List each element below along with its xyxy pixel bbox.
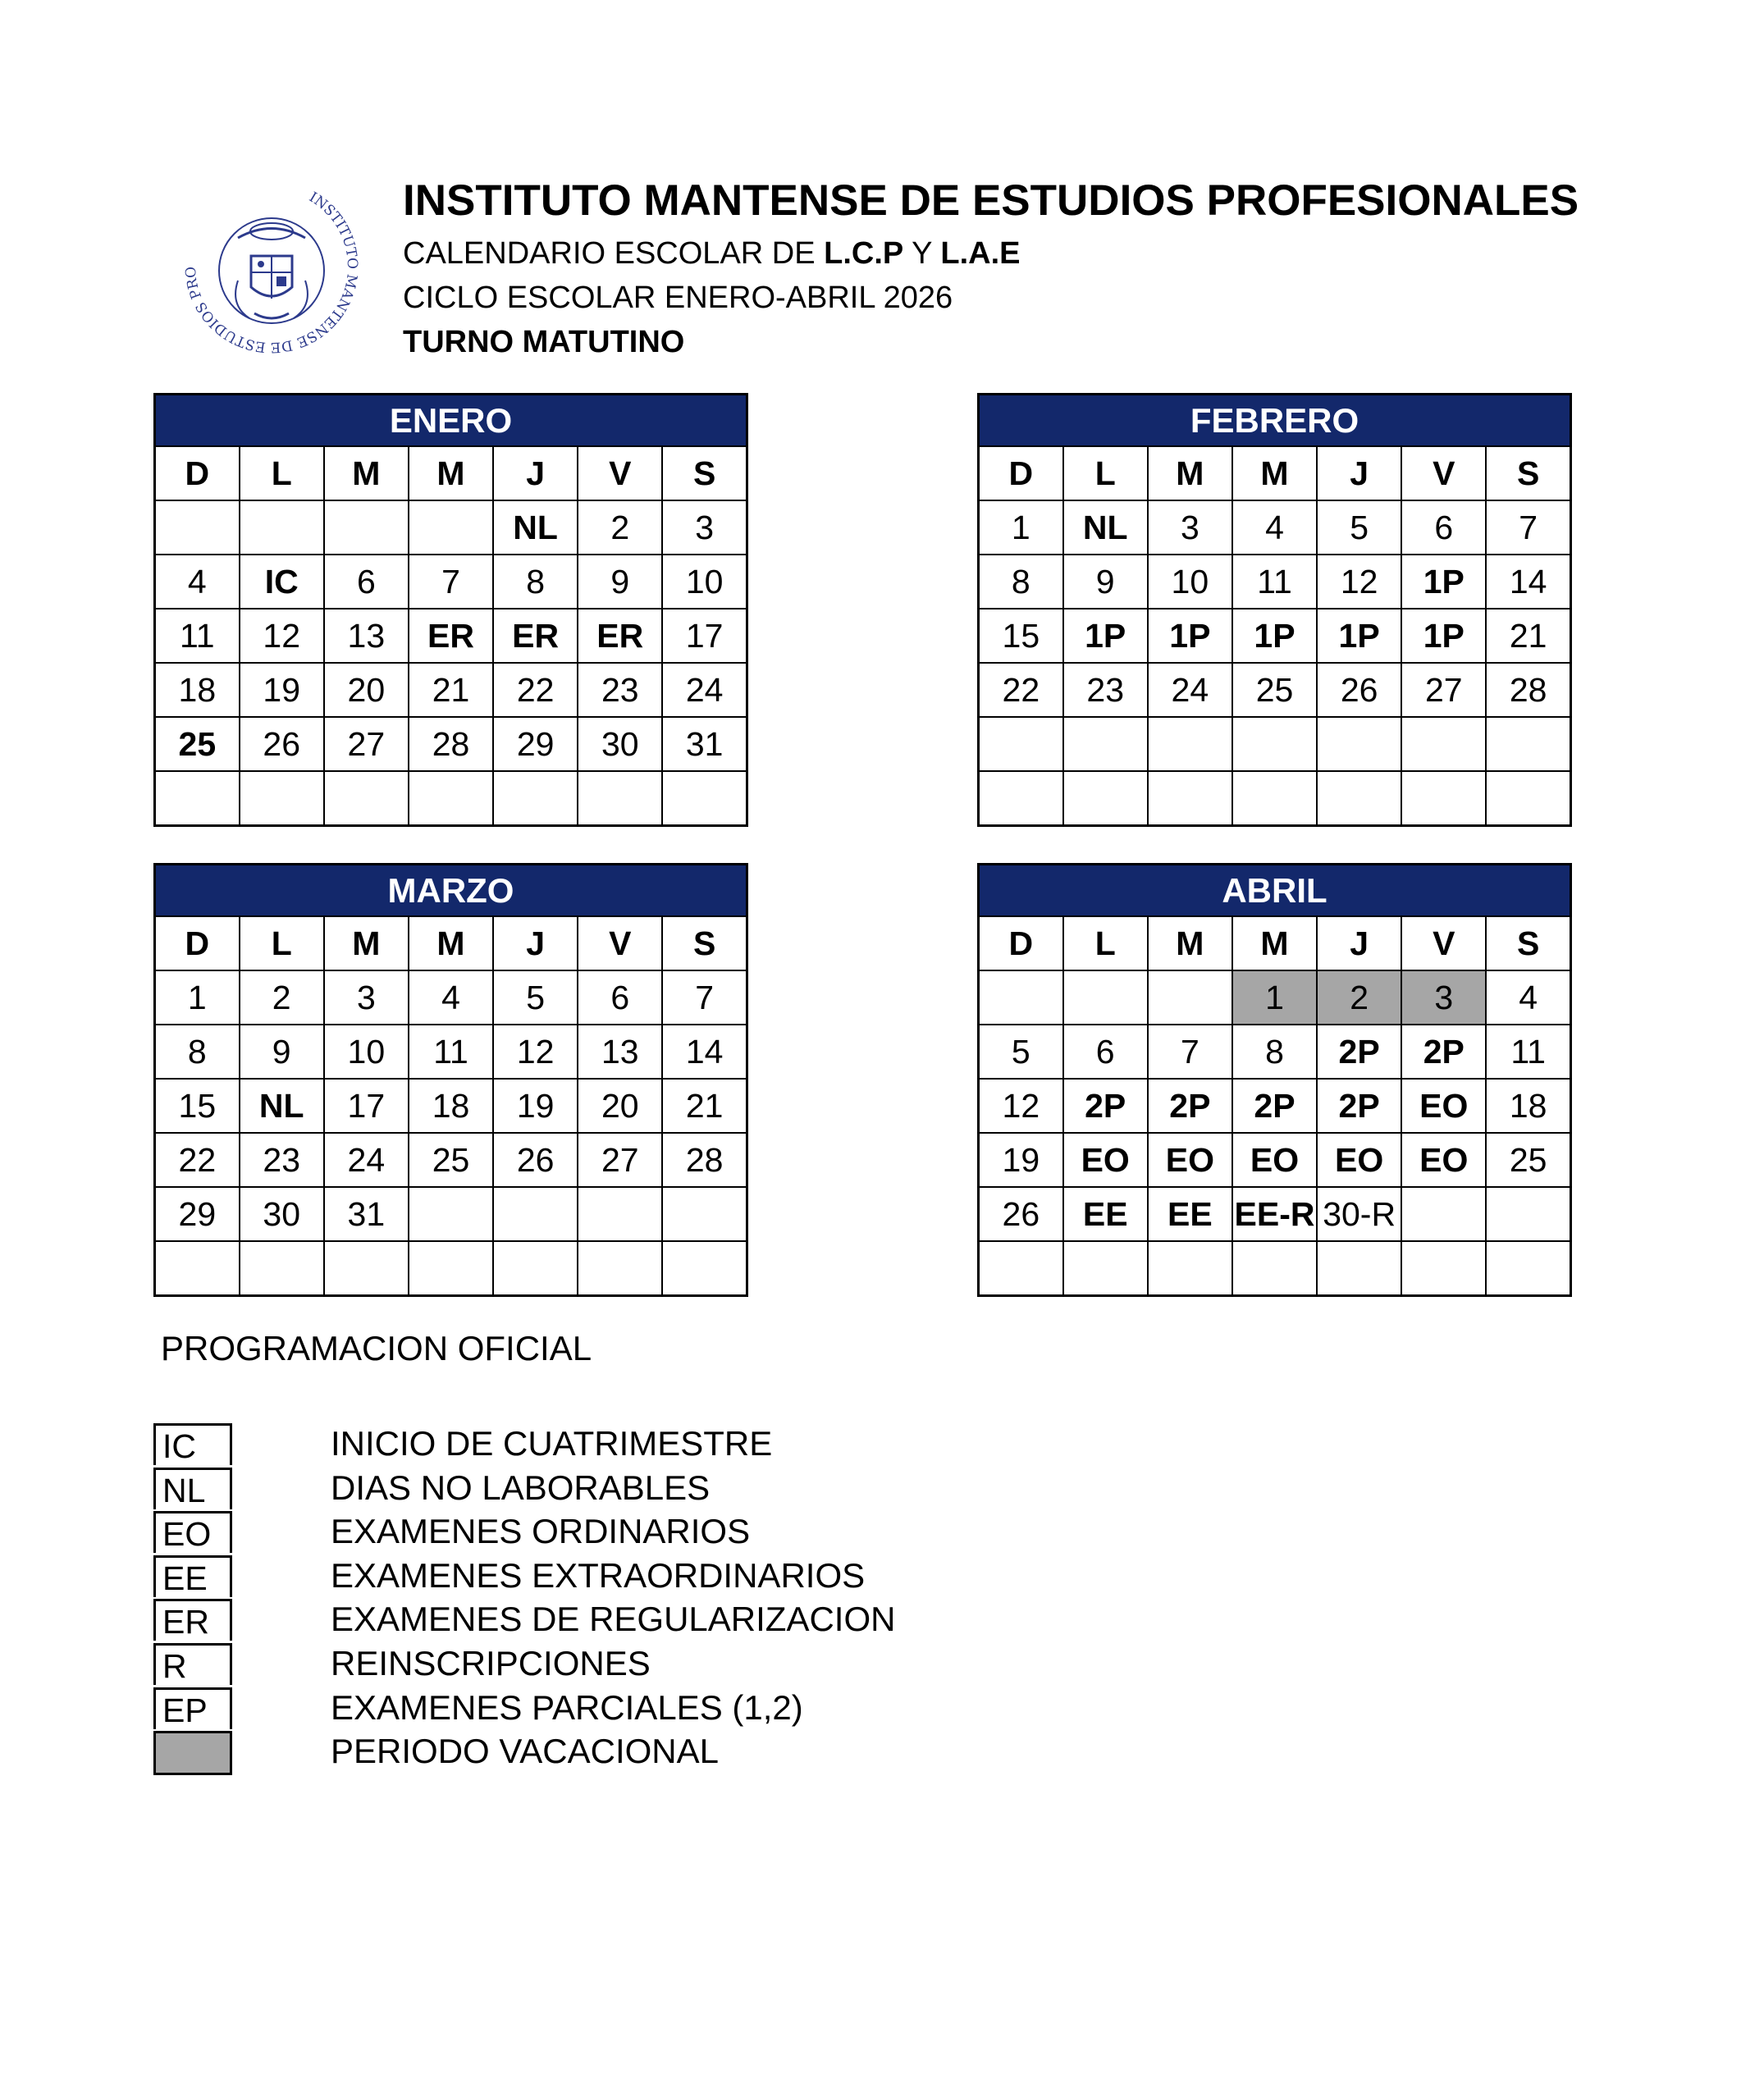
weekday-header: S xyxy=(662,916,747,970)
week-row xyxy=(155,555,747,609)
day-cell: 2P xyxy=(1232,1079,1317,1133)
day-cell: 19 xyxy=(979,1133,1063,1187)
day-cell: EO xyxy=(1317,1133,1401,1187)
day-cell xyxy=(240,500,324,555)
day-cell xyxy=(578,771,662,826)
day-cell xyxy=(1148,970,1232,1025)
weekday-header: V xyxy=(578,916,662,970)
day-cell: 5 xyxy=(979,1025,1063,1079)
day-cell xyxy=(1401,1187,1486,1241)
day-cell: 12 xyxy=(1317,555,1401,609)
weekday-header: S xyxy=(1486,916,1570,970)
weekday-header: L xyxy=(1063,916,1148,970)
day-cell: NL xyxy=(493,500,578,555)
day-cell: 18 xyxy=(155,663,240,717)
month-header: FEBRERO xyxy=(979,395,1571,447)
day-cell xyxy=(578,1241,662,1296)
calendar-abril xyxy=(977,863,1572,1297)
weekday-header: M xyxy=(409,916,493,970)
day-cell: 23 xyxy=(240,1133,324,1187)
day-cell xyxy=(1232,771,1317,826)
day-cell: 10 xyxy=(1148,555,1232,609)
day-cell xyxy=(155,771,240,826)
weekday-header: L xyxy=(1063,446,1148,500)
day-cell xyxy=(240,1241,324,1296)
day-cell: 20 xyxy=(578,1079,662,1133)
calendar-subtitle: CALENDARIO ESCOLAR DE L.C.P Y L.A.E xyxy=(403,236,1021,271)
day-cell xyxy=(1486,771,1570,826)
week-row xyxy=(979,1025,1571,1079)
day-cell xyxy=(155,500,240,555)
legend-code: ER xyxy=(153,1599,232,1641)
day-cell: 1P xyxy=(1317,609,1401,663)
day-cell: 1 xyxy=(979,500,1063,555)
week-row xyxy=(155,717,747,771)
weekday-header: S xyxy=(1486,446,1570,500)
legend-description: DIAS NO LABORABLES xyxy=(331,1468,711,1507)
day-cell xyxy=(979,970,1063,1025)
day-cell: 6 xyxy=(578,970,662,1025)
day-cell: 21 xyxy=(1486,609,1570,663)
day-cell: 28 xyxy=(1486,663,1570,717)
day-cell: 17 xyxy=(324,1079,409,1133)
day-cell: 2P xyxy=(1401,1025,1486,1079)
weekday-header: M xyxy=(409,446,493,500)
day-cell: 6 xyxy=(324,555,409,609)
day-cell: 21 xyxy=(409,663,493,717)
week-row xyxy=(979,1241,1571,1296)
day-cell: 2P xyxy=(1317,1025,1401,1079)
day-cell: 2P xyxy=(1148,1079,1232,1133)
calendar-enero xyxy=(153,393,748,827)
day-cell xyxy=(1486,717,1570,771)
day-cell xyxy=(493,1187,578,1241)
weekday-header: D xyxy=(155,446,240,500)
day-cell: 3 xyxy=(1401,970,1486,1025)
day-cell: 26 xyxy=(240,717,324,771)
week-row xyxy=(155,500,747,555)
weekday-header: M xyxy=(1232,446,1317,500)
month-header: ABRIL xyxy=(979,865,1571,917)
day-cell: 27 xyxy=(1401,663,1486,717)
week-row xyxy=(155,970,747,1025)
weekday-header: M xyxy=(324,446,409,500)
day-cell: 26 xyxy=(493,1133,578,1187)
day-cell xyxy=(155,1241,240,1296)
day-cell xyxy=(1063,771,1148,826)
day-cell: 13 xyxy=(578,1025,662,1079)
day-cell: EO xyxy=(1063,1133,1148,1187)
week-row xyxy=(155,1133,747,1187)
weekday-header: D xyxy=(155,916,240,970)
day-cell xyxy=(1148,771,1232,826)
week-row xyxy=(155,771,747,826)
day-cell: 26 xyxy=(979,1187,1063,1241)
day-cell: 29 xyxy=(493,717,578,771)
day-cell xyxy=(979,771,1063,826)
day-cell xyxy=(1401,717,1486,771)
week-row xyxy=(155,1079,747,1133)
weekday-header: V xyxy=(1401,916,1486,970)
day-cell: 31 xyxy=(324,1187,409,1241)
week-row xyxy=(155,663,747,717)
day-cell: 10 xyxy=(662,555,747,609)
week-row xyxy=(155,1025,747,1079)
month-header: MARZO xyxy=(155,865,747,917)
day-cell xyxy=(1317,1241,1401,1296)
day-cell: 3 xyxy=(1148,500,1232,555)
weekday-header: M xyxy=(1148,916,1232,970)
weekday-header: L xyxy=(240,916,324,970)
shift-label: TURNO MATUTINO xyxy=(403,325,685,359)
day-cell: 1 xyxy=(1232,970,1317,1025)
day-cell: 1P xyxy=(1232,609,1317,663)
day-cell: 19 xyxy=(240,663,324,717)
day-cell: 20 xyxy=(324,663,409,717)
day-cell xyxy=(324,771,409,826)
day-cell: ER xyxy=(578,609,662,663)
day-cell xyxy=(409,771,493,826)
day-cell xyxy=(662,771,747,826)
week-row xyxy=(979,1133,1571,1187)
legend-description: REINSCRIPCIONES xyxy=(331,1643,651,1682)
day-cell xyxy=(409,500,493,555)
day-cell: 25 xyxy=(409,1133,493,1187)
day-cell: 2P xyxy=(1063,1079,1148,1133)
day-cell: 26 xyxy=(1317,663,1401,717)
day-cell: ER xyxy=(409,609,493,663)
week-row xyxy=(155,1241,747,1296)
week-row xyxy=(979,1187,1571,1241)
day-cell: NL xyxy=(1063,500,1148,555)
day-cell: 6 xyxy=(1401,500,1486,555)
institution-seal xyxy=(179,174,364,359)
day-cell: 4 xyxy=(409,970,493,1025)
legend-description: EXAMENES EXTRAORDINARIOS xyxy=(331,1555,866,1595)
month-header: ENERO xyxy=(155,395,747,447)
weekday-header: M xyxy=(324,916,409,970)
day-cell: 7 xyxy=(1486,500,1570,555)
day-cell: IC xyxy=(240,555,324,609)
day-cell: 11 xyxy=(155,609,240,663)
day-cell xyxy=(1317,717,1401,771)
day-cell: 1P xyxy=(1401,555,1486,609)
day-cell: 11 xyxy=(1486,1025,1570,1079)
day-cell xyxy=(324,1241,409,1296)
day-cell: 14 xyxy=(1486,555,1570,609)
day-cell: 22 xyxy=(493,663,578,717)
week-row xyxy=(979,771,1571,826)
day-cell: 31 xyxy=(662,717,747,771)
day-cell: 1P xyxy=(1063,609,1148,663)
day-cell: 18 xyxy=(409,1079,493,1133)
day-cell: 3 xyxy=(324,970,409,1025)
legend-description: EXAMENES DE REGULARIZACION xyxy=(331,1600,896,1639)
day-cell xyxy=(240,771,324,826)
day-cell xyxy=(979,717,1063,771)
weekday-header: J xyxy=(493,916,578,970)
day-cell: 9 xyxy=(240,1025,324,1079)
day-cell: 25 xyxy=(1486,1133,1570,1187)
legend-title: PROGRAMACION OFICIAL xyxy=(161,1329,592,1367)
day-cell: 28 xyxy=(662,1133,747,1187)
week-row xyxy=(979,555,1571,609)
school-cycle: CICLO ESCOLAR ENERO-ABRIL 2026 xyxy=(403,281,953,315)
day-cell: 30 xyxy=(578,717,662,771)
day-cell: 22 xyxy=(155,1133,240,1187)
week-row xyxy=(979,970,1571,1025)
day-cell: 2P xyxy=(1317,1079,1401,1133)
day-cell: 8 xyxy=(155,1025,240,1079)
day-cell xyxy=(409,1241,493,1296)
week-row xyxy=(979,500,1571,555)
vacation-swatch xyxy=(153,1731,232,1775)
day-cell: 29 xyxy=(155,1187,240,1241)
day-cell: 21 xyxy=(662,1079,747,1133)
week-row xyxy=(979,1079,1571,1133)
day-cell: 27 xyxy=(324,717,409,771)
day-cell: 30-R xyxy=(1317,1187,1401,1241)
day-cell xyxy=(493,771,578,826)
day-cell xyxy=(979,1241,1063,1296)
day-cell xyxy=(409,1187,493,1241)
calendar-febrero xyxy=(977,393,1572,827)
day-cell: 10 xyxy=(324,1025,409,1079)
day-cell: ER xyxy=(493,609,578,663)
legend-code: IC xyxy=(153,1423,232,1465)
day-cell xyxy=(324,500,409,555)
day-cell: 25 xyxy=(155,717,240,771)
day-cell: 14 xyxy=(662,1025,747,1079)
day-cell: 4 xyxy=(155,555,240,609)
day-cell: 9 xyxy=(1063,555,1148,609)
day-cell: 5 xyxy=(493,970,578,1025)
day-cell: 24 xyxy=(324,1133,409,1187)
weekday-header: D xyxy=(979,916,1063,970)
day-cell xyxy=(1063,970,1148,1025)
week-row xyxy=(979,609,1571,663)
day-cell xyxy=(662,1241,747,1296)
legend-description: EXAMENES ORDINARIOS xyxy=(331,1512,751,1551)
week-row xyxy=(155,609,747,663)
day-cell: NL xyxy=(240,1079,324,1133)
day-cell: 24 xyxy=(1148,663,1232,717)
day-cell: 13 xyxy=(324,609,409,663)
day-cell: EE xyxy=(1148,1187,1232,1241)
day-cell: 27 xyxy=(578,1133,662,1187)
day-cell: 11 xyxy=(409,1025,493,1079)
legend-description: PERIODO VACACIONAL xyxy=(331,1732,719,1771)
weekday-header: M xyxy=(1232,916,1317,970)
day-cell: 4 xyxy=(1486,970,1570,1025)
legend-description: EXAMENES PARCIALES (1,2) xyxy=(331,1687,803,1727)
day-cell: 7 xyxy=(1148,1025,1232,1079)
weekday-header: L xyxy=(240,446,324,500)
day-cell: 22 xyxy=(979,663,1063,717)
day-cell xyxy=(578,1187,662,1241)
day-cell: 23 xyxy=(1063,663,1148,717)
legend-code: EO xyxy=(153,1511,232,1553)
day-cell xyxy=(662,1187,747,1241)
day-cell: 8 xyxy=(979,555,1063,609)
day-cell: 1P xyxy=(1401,609,1486,663)
day-cell xyxy=(1232,1241,1317,1296)
day-cell: 7 xyxy=(409,555,493,609)
day-cell xyxy=(1317,771,1401,826)
day-cell xyxy=(1063,1241,1148,1296)
day-cell xyxy=(1063,717,1148,771)
day-cell: 1P xyxy=(1148,609,1232,663)
week-row xyxy=(155,1187,747,1241)
weekday-header: D xyxy=(979,446,1063,500)
day-cell: 12 xyxy=(493,1025,578,1079)
weekday-header: J xyxy=(1317,446,1401,500)
day-cell: EO xyxy=(1401,1133,1486,1187)
day-cell: 30 xyxy=(240,1187,324,1241)
day-cell: 2 xyxy=(1317,970,1401,1025)
weekday-header: J xyxy=(1317,916,1401,970)
weekday-header: V xyxy=(1401,446,1486,500)
day-cell: 15 xyxy=(979,609,1063,663)
day-cell xyxy=(1401,771,1486,826)
day-cell xyxy=(1148,717,1232,771)
day-cell: 5 xyxy=(1317,500,1401,555)
legend-code: EE xyxy=(153,1555,232,1597)
legend-code: R xyxy=(153,1643,232,1685)
day-cell: 25 xyxy=(1232,663,1317,717)
day-cell xyxy=(1232,717,1317,771)
institution-title: INSTITUTO MANTENSE DE ESTUDIOS PROFESIONALES xyxy=(403,176,1579,225)
day-cell: 23 xyxy=(578,663,662,717)
day-cell: 3 xyxy=(662,500,747,555)
day-cell: 8 xyxy=(493,555,578,609)
day-cell: 11 xyxy=(1232,555,1317,609)
day-cell: 19 xyxy=(493,1079,578,1133)
day-cell: 18 xyxy=(1486,1079,1570,1133)
weekday-header: J xyxy=(493,446,578,500)
legend-code: NL xyxy=(153,1468,232,1509)
day-cell: 12 xyxy=(240,609,324,663)
day-cell: EE-R xyxy=(1232,1187,1317,1241)
day-cell: 6 xyxy=(1063,1025,1148,1079)
day-cell xyxy=(1486,1241,1570,1296)
week-row xyxy=(979,663,1571,717)
day-cell: 7 xyxy=(662,970,747,1025)
day-cell: 9 xyxy=(578,555,662,609)
day-cell: 17 xyxy=(662,609,747,663)
day-cell: EO xyxy=(1401,1079,1486,1133)
day-cell: 28 xyxy=(409,717,493,771)
week-row xyxy=(979,717,1571,771)
weekday-header: M xyxy=(1148,446,1232,500)
legend-description: INICIO DE CUATRIMESTRE xyxy=(331,1424,773,1463)
day-cell: 15 xyxy=(155,1079,240,1133)
day-cell: 4 xyxy=(1232,500,1317,555)
day-cell: EO xyxy=(1232,1133,1317,1187)
day-cell: 8 xyxy=(1232,1025,1317,1079)
day-cell: 12 xyxy=(979,1079,1063,1133)
day-cell: EE xyxy=(1063,1187,1148,1241)
weekday-header: S xyxy=(662,446,747,500)
day-cell: EO xyxy=(1148,1133,1232,1187)
calendar-marzo xyxy=(153,863,748,1297)
day-cell xyxy=(1148,1241,1232,1296)
seal-text: INSTITUTO MANTENSE DE ESTUDIOS PRO xyxy=(182,189,361,356)
legend-code: EP xyxy=(153,1687,232,1729)
day-cell: 24 xyxy=(662,663,747,717)
day-cell: 2 xyxy=(578,500,662,555)
day-cell xyxy=(1401,1241,1486,1296)
day-cell: 1 xyxy=(155,970,240,1025)
day-cell: 2 xyxy=(240,970,324,1025)
day-cell xyxy=(1486,1187,1570,1241)
day-cell xyxy=(493,1241,578,1296)
weekday-header: V xyxy=(578,446,662,500)
